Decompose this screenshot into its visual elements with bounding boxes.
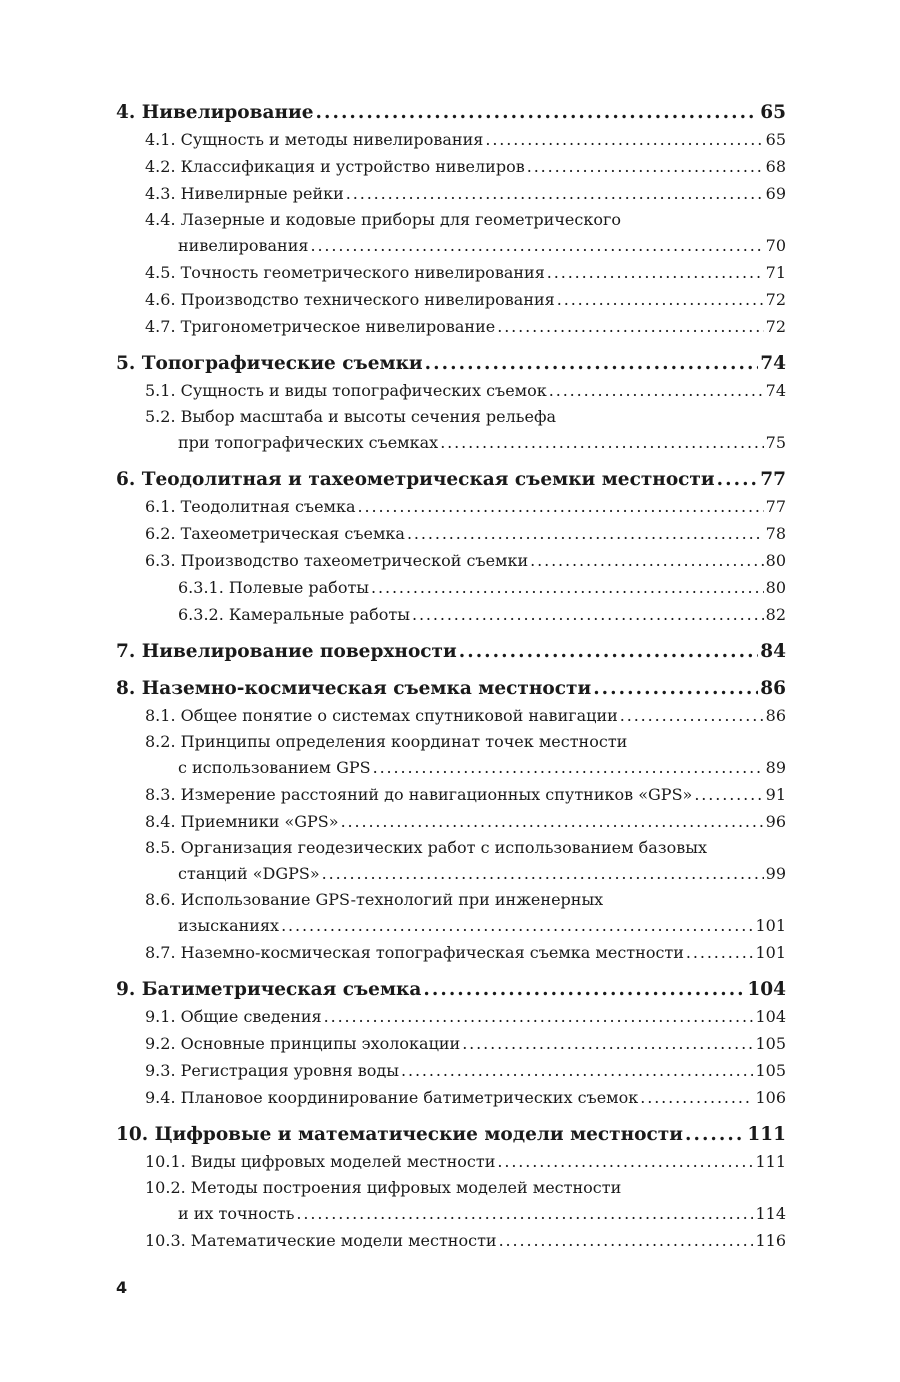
toc-chapter [116,638,786,665]
section-title: 8.2. Принципы определения координат точек местности [145,732,628,751]
section-page: 69 [765,184,786,203]
section-entry [116,887,786,939]
section-entry [116,207,786,259]
section-entry [116,1057,786,1084]
section-page: 71 [765,263,786,282]
dot-leader [549,377,764,404]
section-page: 77 [765,497,786,516]
section-title: 10.2. Методы построения цифровых моделей местности [145,1178,622,1197]
section-page: 105 [755,1061,786,1080]
section-page: 104 [755,1007,786,1026]
dot-leader [497,313,763,340]
toc-chapter [116,466,786,628]
section-title: 4.7. Тригонометрическое нивелирование [145,317,496,336]
section-title: 5.2. Выбор масштаба и высоты сечения рельефа [145,407,557,426]
section-entry [116,153,786,180]
section-entry [116,1003,786,1030]
toc-chapter [116,350,786,456]
section-entry [116,729,786,781]
section-entry [116,286,786,313]
chapter-title: 6. Теодолитная и тахеометрическая съемки местности [116,469,715,490]
dot-leader [547,259,764,286]
dot-leader [497,1148,753,1175]
section-title: 8.6. Использование GPS-технологий при инженерных [145,890,604,909]
chapter-heading [116,1121,786,1148]
section-title-continuation [145,861,786,887]
section-title: 10.3. Математические модели местности [145,1231,497,1250]
dot-leader [462,1030,753,1057]
dot-leader [530,547,763,574]
section-page: 70 [765,236,786,255]
section-title: 8.7. Наземно-космическая топографическая съемка местности [145,943,684,962]
dot-leader [485,126,763,153]
section-entry [116,126,786,153]
section-page: 72 [765,290,786,309]
section-title-continuation [145,233,786,259]
section-title: 6.2. Тахеометрическая съемка [145,524,405,543]
section-title-cont: при топографических съемках [178,433,439,452]
section-title: 4.1. Сущность и методы нивелирования [145,130,484,149]
chapter-page: 74 [760,353,786,374]
section-page: 101 [755,916,786,935]
section-page: 111 [755,1152,786,1171]
section-entry [116,493,786,520]
section-page: 89 [765,758,786,777]
section-title-continuation [145,913,786,939]
chapter-heading [116,466,786,493]
dot-leader [593,675,758,702]
chapter-page: 86 [760,678,786,699]
dot-leader [440,430,763,456]
dot-leader [341,808,764,835]
section-title: 4.3. Нивелирные рейки [145,184,344,203]
section-entry [116,808,786,835]
section-page: 65 [765,130,786,149]
dot-leader [407,520,764,547]
dot-leader [499,1227,754,1254]
section-title: 6.3. Производство тахеометрической съемки [145,551,529,570]
section-title: 4.2. Классификация и устройство нивелиров [145,157,525,176]
toc-chapter [116,976,786,1111]
section-title: 8.5. Организация геодезических работ с использованием базовых [145,838,707,857]
section-title-cont: изысканиях [178,916,280,935]
dot-leader [423,976,745,1003]
section-title-cont: станций «DGPS» [178,864,320,883]
chapter-heading [116,638,786,665]
section-title: 4.6. Производство технического нивелирования [145,290,555,309]
section-entry [116,574,786,601]
section-title: 9.4. Плановое координирование батиметрических съемок [145,1088,639,1107]
section-entry [116,702,786,729]
section-entry [116,259,786,286]
dot-leader [459,638,759,665]
section-entry [116,180,786,207]
section-title-continuation [145,1201,786,1227]
section-page: 82 [765,605,786,624]
chapter-title: 8. Наземно-космическая съемка местности [116,678,592,699]
section-entry [116,1175,786,1227]
section-title-cont: с использованием GPS [178,758,371,777]
section-entry [116,547,786,574]
section-title: 5.1. Сущность и виды топографических съемок [145,381,547,400]
page-number: 4 [116,1278,128,1297]
dot-leader [322,861,764,887]
section-page: 106 [755,1088,786,1107]
dot-leader [557,286,764,313]
table-of-contents [116,99,786,1254]
section-title: 9.1. Общие сведения [145,1007,322,1026]
dot-leader [296,1201,753,1227]
chapter-heading [116,99,786,126]
section-title: 6.3.1. Полевые работы [178,578,370,597]
section-title: 9.2. Основные принципы эхолокации [145,1034,461,1053]
chapter-title: 5. Топографические съемки [116,353,423,374]
chapter-page: 77 [760,469,786,490]
section-page: 116 [755,1231,786,1250]
section-page: 75 [765,433,786,452]
section-page: 72 [765,317,786,336]
section-page: 99 [765,864,786,883]
section-title: 8.4. Приемники «GPS» [145,812,339,831]
section-title-continuation [145,430,786,456]
toc-chapter [116,99,786,340]
section-page: 96 [765,812,786,831]
dot-leader [717,466,759,493]
section-page: 86 [765,706,786,725]
dot-leader [316,99,759,126]
section-page: 105 [755,1034,786,1053]
section-page: 80 [765,551,786,570]
section-entry [116,939,786,966]
dot-leader [401,1057,753,1084]
section-entry [116,1227,786,1254]
section-title: 10.1. Виды цифровых моделей местности [145,1152,496,1171]
chapter-title: 10. Цифровые и математические модели местности [116,1124,683,1145]
section-page: 101 [755,943,786,962]
dot-leader [412,601,764,628]
section-title: 6.3.2. Камеральные работы [178,605,410,624]
dot-leader [310,233,763,259]
section-page: 74 [765,381,786,400]
chapter-title: 7. Нивелирование поверхности [116,641,457,662]
chapter-heading [116,976,786,1003]
dot-leader [694,781,763,808]
chapter-heading [116,675,786,702]
section-entry [116,835,786,887]
section-entry [116,520,786,547]
section-title: 4.5. Точность геометрического нивелирования [145,263,545,282]
chapter-page: 84 [760,641,786,662]
chapter-heading [116,350,786,377]
dot-leader [686,939,754,966]
dot-leader [324,1003,754,1030]
dot-leader [358,493,764,520]
chapter-title: 4. Нивелирование [116,102,314,123]
section-title-cont: и их точность [178,1204,295,1223]
section-entry [116,1030,786,1057]
section-title: 4.4. Лазерные и кодовые приборы для геометрического [145,210,621,229]
chapter-page: 65 [760,102,786,123]
section-entry [116,1084,786,1111]
section-title-cont: нивелирования [178,236,309,255]
section-entry [116,781,786,808]
chapter-page: 111 [747,1124,786,1145]
section-title-continuation [145,755,786,781]
dot-leader [685,1121,745,1148]
section-page: 91 [765,785,786,804]
dot-leader [373,755,764,781]
section-page: 114 [755,1204,786,1223]
section-title: 6.1. Теодолитная съемка [145,497,356,516]
dot-leader [371,574,764,601]
section-entry [116,601,786,628]
dot-leader [425,350,759,377]
dot-leader [620,702,764,729]
section-title: 9.3. Регистрация уровня воды [145,1061,399,1080]
toc-chapter [116,1121,786,1254]
toc-chapter [116,675,786,966]
dot-leader [640,1084,753,1111]
section-entry [116,404,786,456]
section-page: 80 [765,578,786,597]
section-entry [116,1148,786,1175]
dot-leader [527,153,764,180]
section-entry [116,313,786,340]
section-page: 68 [765,157,786,176]
dot-leader [281,913,753,939]
chapter-title: 9. Батиметрическая съемка [116,979,422,1000]
dot-leader [346,180,764,207]
section-page: 78 [765,524,786,543]
section-title: 8.1. Общее понятие о системах спутниковой навигации [145,706,618,725]
chapter-page: 104 [747,979,786,1000]
section-entry [116,377,786,404]
section-title: 8.3. Измерение расстояний до навигационных спутников «GPS» [145,785,693,804]
